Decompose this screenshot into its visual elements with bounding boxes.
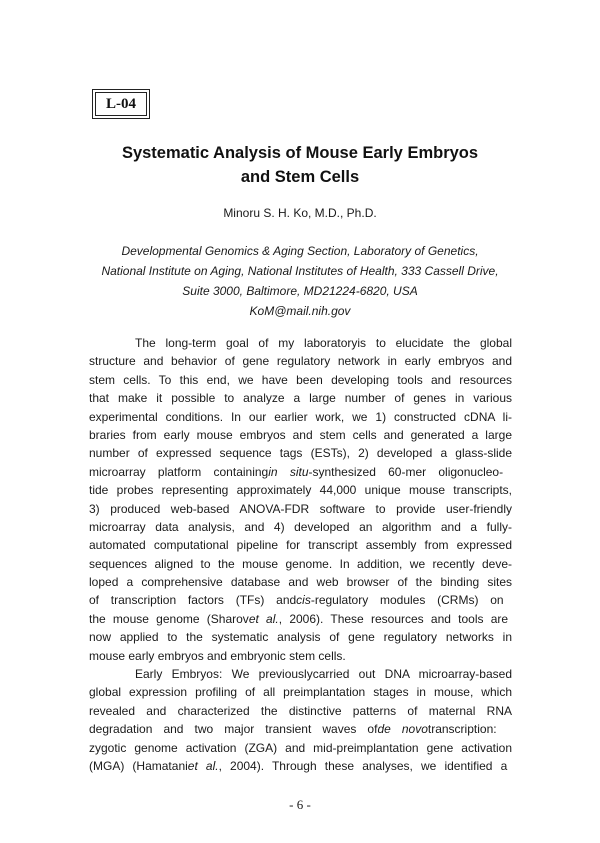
text-line: sequences aligned to the mouse genome. In addition, we recently deve-	[89, 556, 512, 571]
text-line: 3) produced web-based ANOVA-FDR software to provide user-friendly	[89, 501, 512, 516]
affiliation	[60, 241, 540, 321]
affiliation-line: Suite 3000, Baltimore, MD21224-6820, USA	[182, 284, 418, 298]
text-line: zygotic genome activation (ZGA) and mid-preimplantation gene activation	[89, 740, 512, 755]
text-line: revealed and characterized the distinctive patterns of maternal RNA	[89, 703, 512, 718]
text-line: degradation and two major transient waves ofde novotranscription:	[89, 722, 497, 737]
text-line: the mouse genome (Sharovet al., 2006). These resources and tools are	[89, 611, 509, 626]
body-text	[89, 334, 512, 775]
session-code-label: L-04	[95, 92, 147, 116]
text-line: that make it possible to analyze a large number of genes in various	[89, 391, 512, 406]
text-line: stem cells. To this end, we have been developing tools and resources	[89, 372, 512, 387]
paper-title	[60, 141, 540, 189]
text-line: braries from early mouse embryos and stem cells and generated a large	[89, 427, 512, 442]
text-line: (MGA) (Hamataniet al., 2004). Through these analyses, we identified a	[89, 758, 508, 773]
text-line: of transcription factors (TFs) andcis-regulatory modules (CRMs) on	[89, 593, 504, 608]
text-line: experimental conditions. In our earlier work, we 1) constructed cDNA li-	[89, 409, 512, 424]
text-line: number of expressed sequence tags (ESTs), 2) developed a glass-slide	[89, 446, 512, 461]
text-line: automated computational pipeline for transcript assembly from expressed	[89, 538, 512, 553]
text-line: global expression profiling of all preimplantation stages in mouse, which	[89, 685, 512, 700]
text-line: tide probes representing approximately 44,000 unique mouse transcripts,	[89, 483, 512, 498]
text-line: Early Embryos: We previouslycarried out DNA microarray-based	[135, 667, 512, 682]
text-line: now applied to the systematic analysis of gene regulatory networks in	[89, 630, 512, 645]
text-line: microarray data analysis, and 4) developed an algorithm and a fully-	[89, 519, 512, 534]
affiliation-line: Developmental Genomics & Aging Section, Laboratory of Genetics,	[121, 244, 479, 258]
text-line: loped a comprehensive database and web browser of the binding sites	[89, 575, 512, 590]
text-line: structure and behavior of gene regulatory network in early embryos and	[89, 354, 512, 369]
page-number: - 6 -	[289, 797, 311, 812]
title-line: Systematic Analysis of Mouse Early Embryos	[121, 144, 479, 162]
affiliation-email: KoM@mail.nih.gov	[249, 304, 351, 318]
title-line: and Stem Cells	[240, 168, 360, 186]
affiliation-line: National Institute on Aging, National Institutes of Health, 333 Cassell Drive,	[101, 264, 499, 278]
text-line: mouse early embryos and embryonic stem cells.	[89, 648, 346, 663]
text-line: microarray platform containingin situ-synthesized 60-mer oligonucleo-	[89, 464, 504, 479]
author-name: Minoru S. H. Ko, M.D., Ph.D.	[223, 206, 377, 220]
text-line: The long-term goal of my laboratoryis to elucidate the global	[135, 336, 512, 350]
